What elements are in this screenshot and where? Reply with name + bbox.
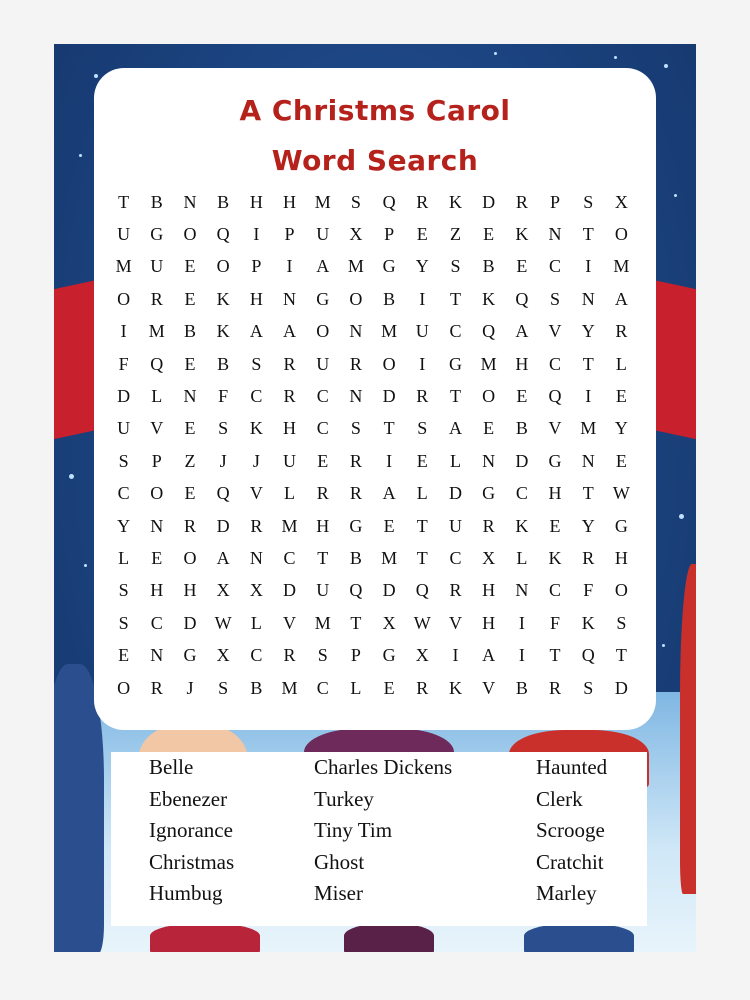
grid-letter[interactable]: S (118, 580, 129, 601)
grid-letter[interactable]: R (183, 515, 196, 536)
grid-letter[interactable]: E (516, 386, 528, 407)
grid-letter[interactable]: R (416, 677, 429, 698)
grid-letter[interactable]: I (518, 612, 525, 633)
grid-letter[interactable]: H (249, 191, 263, 212)
grid-letter[interactable]: R (449, 580, 462, 601)
grid-letter[interactable]: H (515, 353, 529, 374)
grid-letter[interactable]: Q (216, 483, 230, 504)
grid-letter[interactable]: B (217, 191, 230, 212)
snowflake (614, 56, 617, 59)
grid-letter[interactable]: L (118, 547, 130, 568)
grid-letter[interactable]: Q (515, 288, 529, 309)
grid-letter[interactable]: G (150, 224, 164, 245)
child-boots (524, 924, 634, 952)
grid-letter[interactable]: R (283, 353, 296, 374)
grid-letter[interactable]: B (183, 321, 196, 342)
grid-letter[interactable]: Q (581, 645, 595, 666)
grid-letter[interactable]: A (249, 321, 263, 342)
grid-letter[interactable]: N (581, 450, 595, 471)
grid-letter[interactable]: E (184, 288, 196, 309)
grid-letter[interactable]: G (382, 645, 396, 666)
grid-letter[interactable]: N (183, 191, 197, 212)
grid-letter[interactable]: R (416, 191, 429, 212)
grid-letter[interactable]: C (316, 677, 329, 698)
grid-letter[interactable]: D (382, 386, 396, 407)
grid-letter[interactable]: I (419, 288, 426, 309)
grid-letter[interactable]: E (483, 418, 495, 439)
grid-letter[interactable]: V (548, 321, 562, 342)
word-item: Tiny Tim (314, 818, 393, 842)
grid-letter[interactable]: S (118, 612, 129, 633)
snowflake (69, 474, 74, 479)
grid-letter[interactable]: G (548, 450, 562, 471)
grid-letter[interactable]: P (350, 645, 361, 666)
grid-letter[interactable]: T (416, 547, 428, 568)
grid-letter[interactable]: H (183, 580, 197, 601)
grid-letter[interactable]: R (349, 450, 362, 471)
grid-letter[interactable]: E (184, 256, 196, 277)
grid-letter[interactable]: G (316, 288, 330, 309)
grid-letter[interactable]: M (613, 256, 630, 277)
grid-letter[interactable]: S (583, 677, 594, 698)
grid-letter[interactable]: U (117, 418, 131, 439)
grid-letter[interactable]: E (184, 483, 196, 504)
puzzle-subtitle: Word Search (271, 144, 479, 177)
grid-letter[interactable]: E (416, 450, 428, 471)
grid-letter[interactable]: T (615, 645, 627, 666)
grid-letter[interactable]: N (548, 224, 562, 245)
grid-letter[interactable]: V (150, 418, 164, 439)
grid-letter[interactable]: K (216, 288, 230, 309)
grid-letter[interactable]: Z (184, 450, 196, 471)
snowflake (84, 564, 87, 567)
child-boots (150, 924, 260, 952)
grid-letter[interactable]: N (482, 450, 496, 471)
grid-letter[interactable]: M (381, 321, 398, 342)
child-figure-right (680, 564, 696, 894)
grid-letter[interactable]: I (518, 645, 525, 666)
grid-letter[interactable]: T (449, 386, 461, 407)
grid-letter[interactable]: N (150, 515, 164, 536)
grid-letter[interactable]: M (347, 256, 364, 277)
grid-letter[interactable]: S (616, 612, 627, 633)
grid-letter[interactable]: B (383, 288, 396, 309)
grid-letter[interactable]: A (216, 547, 230, 568)
grid-letter[interactable]: S (583, 191, 594, 212)
grid-letter[interactable]: D (515, 450, 529, 471)
grid-letter[interactable]: S (218, 418, 229, 439)
grid-letter[interactable]: E (483, 224, 495, 245)
word-item: Christmas (149, 849, 235, 874)
grid-letter[interactable]: G (614, 515, 628, 536)
grid-letter[interactable]: J (219, 450, 227, 471)
grid-letter[interactable]: C (515, 483, 528, 504)
snowflake (94, 74, 98, 78)
grid-letter[interactable]: S (118, 450, 129, 471)
grid-letter[interactable]: D (216, 515, 230, 536)
grid-letter[interactable]: G (349, 515, 363, 536)
grid-letter[interactable]: H (548, 483, 562, 504)
grid-letter[interactable]: O (183, 224, 197, 245)
grid-letter[interactable]: M (115, 256, 132, 277)
grid-letter[interactable]: C (316, 386, 329, 407)
grid-letter[interactable]: W (413, 612, 431, 633)
word-item: Ebenezer (149, 786, 228, 811)
grid-letter[interactable]: O (614, 224, 628, 245)
snowflake (494, 52, 497, 55)
grid-letter[interactable]: D (283, 580, 297, 601)
grid-letter[interactable]: Z (449, 224, 461, 245)
grid-letter[interactable]: K (581, 612, 595, 633)
grid-letter[interactable]: G (183, 645, 197, 666)
grid-letter[interactable]: C (449, 547, 462, 568)
grid-letter[interactable]: F (218, 386, 229, 407)
grid-letter[interactable]: O (216, 256, 230, 277)
grid-letter[interactable]: G (482, 483, 496, 504)
grid-letter[interactable]: R (150, 677, 163, 698)
grid-letter[interactable]: L (151, 386, 163, 407)
grid-letter[interactable]: L (416, 483, 428, 504)
grid-letter[interactable]: Q (415, 580, 429, 601)
grid-letter[interactable]: I (253, 224, 260, 245)
grid-letter[interactable]: P (550, 191, 561, 212)
grid-letter[interactable]: F (118, 353, 129, 374)
grid-letter[interactable]: I (120, 321, 127, 342)
grid-letter[interactable]: L (449, 450, 461, 471)
grid-letter[interactable]: U (316, 224, 330, 245)
grid-letter[interactable]: Y (581, 321, 595, 342)
grid-letter[interactable]: C (250, 386, 263, 407)
grid-letter[interactable]: T (582, 224, 594, 245)
grid-letter[interactable]: E (615, 450, 627, 471)
grid-letter[interactable]: F (550, 612, 561, 633)
grid-letter[interactable]: I (286, 256, 293, 277)
word-item: Marley (536, 881, 597, 905)
grid-letter[interactable]: I (419, 353, 426, 374)
grid-letter[interactable]: A (382, 483, 396, 504)
grid-letter[interactable]: U (316, 353, 330, 374)
grid-letter[interactable]: D (614, 677, 628, 698)
grid-letter[interactable]: K (448, 191, 462, 212)
word-item: Cratchit (536, 849, 604, 874)
grid-letter[interactable]: G (448, 353, 462, 374)
grid-letter[interactable]: V (283, 612, 297, 633)
grid-letter[interactable]: S (218, 677, 229, 698)
grid-letter[interactable]: D (117, 386, 131, 407)
grid-letter[interactable]: W (214, 612, 232, 633)
grid-letter[interactable]: Y (614, 418, 628, 439)
word-item: Miser (314, 881, 363, 905)
grid-letter[interactable]: B (515, 418, 528, 439)
grid-letter[interactable]: E (383, 677, 395, 698)
grid-letter[interactable]: T (582, 483, 594, 504)
grid-letter[interactable]: T (317, 547, 329, 568)
grid-letter[interactable]: N (349, 321, 363, 342)
grid-letter[interactable]: X (349, 224, 363, 245)
grid-letter[interactable]: O (117, 288, 131, 309)
grid-letter[interactable]: T (118, 191, 130, 212)
grid-letter[interactable]: S (350, 418, 361, 439)
grid-letter[interactable]: B (515, 677, 528, 698)
grid-letter[interactable]: D (183, 612, 197, 633)
grid-letter[interactable]: J (186, 677, 194, 698)
grid-letter[interactable]: C (549, 256, 562, 277)
grid-letter[interactable]: F (583, 580, 594, 601)
grid-letter[interactable]: C (449, 321, 462, 342)
grid-letter[interactable]: E (317, 450, 329, 471)
word-column (149, 752, 234, 910)
grid-letter[interactable]: R (549, 677, 562, 698)
snowflake (679, 514, 684, 519)
grid-letter[interactable]: E (118, 645, 130, 666)
grid-letter[interactable]: M (314, 191, 331, 212)
grid-letter[interactable]: N (249, 547, 263, 568)
grid-letter[interactable]: U (415, 321, 429, 342)
grid-letter[interactable]: E (516, 256, 528, 277)
grid-letter[interactable]: A (448, 418, 462, 439)
grid-letter[interactable]: K (548, 547, 562, 568)
grid-letter[interactable]: X (216, 645, 230, 666)
grid-letter[interactable]: K (482, 288, 496, 309)
grid-letter[interactable]: I (585, 386, 592, 407)
word-item: Haunted (536, 755, 608, 779)
grid-letter[interactable]: S (317, 645, 328, 666)
word-item: Ignorance (149, 818, 233, 842)
grid-letter[interactable]: U (117, 224, 131, 245)
word-list (111, 752, 647, 926)
grid-letter[interactable]: I (585, 256, 592, 277)
grid-letter[interactable]: C (117, 483, 130, 504)
grid-letter[interactable]: N (150, 645, 164, 666)
grid-letter[interactable]: L (284, 483, 296, 504)
grid-letter[interactable]: H (482, 612, 496, 633)
puzzle-card (94, 68, 656, 730)
grid-letter[interactable]: O (349, 288, 363, 309)
grid-letter[interactable]: W (612, 483, 630, 504)
grid-letter[interactable]: M (480, 353, 497, 374)
grid-letter[interactable]: L (516, 547, 528, 568)
grid-letter[interactable]: M (314, 612, 331, 633)
grid-letter[interactable]: V (548, 418, 562, 439)
grid-letter[interactable]: R (283, 386, 296, 407)
grid-letter[interactable]: R (416, 386, 429, 407)
grid-letter[interactable]: P (384, 224, 395, 245)
grid-letter[interactable]: S (350, 191, 361, 212)
grid-letter[interactable]: U (448, 515, 462, 536)
grid-letter[interactable]: R (349, 483, 362, 504)
grid-letter[interactable]: Q (382, 191, 396, 212)
grid-letter[interactable]: O (150, 483, 164, 504)
grid-letter[interactable]: O (183, 547, 197, 568)
grid-letter[interactable]: H (614, 547, 628, 568)
grid-letter[interactable]: K (515, 515, 529, 536)
grid-letter[interactable]: J (252, 450, 260, 471)
grid-letter[interactable]: B (150, 191, 163, 212)
grid-letter[interactable]: E (184, 353, 196, 374)
grid-letter[interactable]: L (250, 612, 262, 633)
grid-letter[interactable]: I (386, 450, 393, 471)
grid-letter[interactable]: P (151, 450, 162, 471)
grid-letter[interactable]: K (448, 677, 462, 698)
grid-letter[interactable]: E (416, 224, 428, 245)
grid-letter[interactable]: X (482, 547, 496, 568)
grid-letter[interactable]: A (316, 256, 330, 277)
grid-letter[interactable]: R (515, 191, 528, 212)
grid-letter[interactable]: C (316, 418, 329, 439)
grid-letter[interactable]: C (549, 353, 562, 374)
grid-letter[interactable]: X (382, 612, 396, 633)
grid-letter[interactable]: C (283, 547, 296, 568)
grid-letter[interactable]: Q (216, 224, 230, 245)
grid-letter[interactable]: N (515, 580, 529, 601)
grid-letter[interactable]: H (283, 191, 297, 212)
grid-letter[interactable]: X (216, 580, 230, 601)
snowflake (664, 64, 668, 68)
grid-letter[interactable]: A (515, 321, 529, 342)
grid-letter[interactable]: E (615, 386, 627, 407)
grid-letter[interactable]: E (549, 515, 561, 536)
grid-letter[interactable]: Q (150, 353, 164, 374)
word-item: Charles Dickens (314, 755, 453, 779)
grid-letter[interactable]: R (349, 353, 362, 374)
grid-letter[interactable]: S (450, 256, 461, 277)
grid-letter[interactable]: E (184, 418, 196, 439)
grid-letter[interactable]: C (549, 580, 562, 601)
grid-letter[interactable]: O (614, 580, 628, 601)
grid-letter[interactable]: H (283, 418, 297, 439)
grid-letter[interactable]: V (249, 483, 263, 504)
grid-letter[interactable]: Y (581, 515, 595, 536)
grid-letter[interactable]: M (580, 418, 597, 439)
grid-letter[interactable]: C (150, 612, 163, 633)
grid-letter[interactable]: N (349, 386, 363, 407)
word-item: Clerk (536, 786, 583, 811)
grid-letter[interactable]: B (217, 353, 230, 374)
word-item: Scrooge (536, 818, 605, 842)
grid-letter[interactable]: T (582, 353, 594, 374)
word-item: Ghost (314, 849, 365, 874)
grid-letter[interactable]: T (449, 288, 461, 309)
snowflake (674, 194, 677, 197)
grid-letter[interactable]: L (350, 677, 362, 698)
grid-letter[interactable]: H (249, 288, 263, 309)
grid-letter[interactable]: O (382, 353, 396, 374)
grid-letter[interactable]: U (283, 450, 297, 471)
grid-letter[interactable]: B (250, 677, 263, 698)
grid-letter[interactable]: M (281, 677, 298, 698)
child-boots (344, 924, 434, 952)
puzzle-title: A Christms Carol (239, 94, 511, 127)
word-item: Belle (149, 755, 194, 779)
grid-letter[interactable]: O (117, 677, 131, 698)
grid-letter[interactable]: N (183, 386, 197, 407)
snowflake (79, 154, 82, 157)
grid-letter[interactable]: U (316, 580, 330, 601)
grid-letter[interactable]: S (417, 418, 428, 439)
grid-letter[interactable]: R (316, 483, 329, 504)
grid-letter[interactable]: P (251, 256, 262, 277)
grid-letter[interactable]: R (482, 515, 495, 536)
grid-letter[interactable]: H (482, 580, 496, 601)
word-column (536, 752, 607, 910)
grid-letter[interactable]: L (615, 353, 627, 374)
grid-letter[interactable]: M (148, 321, 165, 342)
grid-letter[interactable]: Y (117, 515, 131, 536)
grid-letter[interactable]: H (316, 515, 330, 536)
grid-letter[interactable]: D (382, 580, 396, 601)
grid-letter[interactable]: S (550, 288, 561, 309)
grid-letter[interactable]: I (452, 645, 459, 666)
grid-letter[interactable]: R (250, 515, 263, 536)
grid-letter[interactable]: M (381, 547, 398, 568)
word-column (314, 752, 452, 910)
grid-letter[interactable]: R (582, 547, 595, 568)
grid-letter[interactable]: T (549, 645, 561, 666)
grid-letter[interactable]: V (448, 612, 462, 633)
grid-letter[interactable]: K (515, 224, 529, 245)
grid-letter[interactable]: H (150, 580, 164, 601)
grid-letter[interactable]: A (283, 321, 297, 342)
grid-letter[interactable]: K (249, 418, 263, 439)
grid-letter[interactable]: Q (349, 580, 363, 601)
grid-letter[interactable]: Y (415, 256, 429, 277)
word-item: Humbug (149, 881, 223, 905)
grid-letter[interactable]: C (250, 645, 263, 666)
grid-letter[interactable]: N (581, 288, 595, 309)
grid-letter[interactable]: M (281, 515, 298, 536)
grid-letter[interactable]: D (448, 483, 462, 504)
word-item: Turkey (314, 786, 374, 811)
grid-letter[interactable]: A (614, 288, 628, 309)
grid-letter[interactable]: T (350, 612, 362, 633)
grid-letter[interactable]: Q (548, 386, 562, 407)
grid-letter[interactable]: N (283, 288, 297, 309)
grid-letter[interactable]: S (251, 353, 262, 374)
grid-letter[interactable]: G (382, 256, 396, 277)
grid-letter[interactable]: X (614, 191, 628, 212)
grid-letter[interactable]: E (383, 515, 395, 536)
grid-letter[interactable]: R (283, 645, 296, 666)
grid-letter[interactable]: E (151, 547, 163, 568)
grid-letter[interactable]: X (249, 580, 263, 601)
letter-grid (107, 186, 638, 704)
grid-letter[interactable]: R (150, 288, 163, 309)
grid-letter[interactable]: D (482, 191, 496, 212)
grid-letter[interactable]: P (284, 224, 295, 245)
grid-letter[interactable]: V (482, 677, 496, 698)
grid-letter[interactable]: B (349, 547, 362, 568)
grid-letter[interactable]: O (482, 386, 496, 407)
grid-letter[interactable]: B (482, 256, 495, 277)
grid-letter[interactable]: A (482, 645, 496, 666)
grid-letter[interactable]: T (383, 418, 395, 439)
grid-letter[interactable]: K (216, 321, 230, 342)
grid-letter[interactable]: T (416, 515, 428, 536)
grid-letter[interactable]: R (615, 321, 628, 342)
grid-letter[interactable]: X (415, 645, 429, 666)
snowflake (662, 644, 665, 647)
grid-letter[interactable]: O (316, 321, 330, 342)
grid-letter[interactable]: U (150, 256, 164, 277)
grid-letter[interactable]: Q (482, 321, 496, 342)
